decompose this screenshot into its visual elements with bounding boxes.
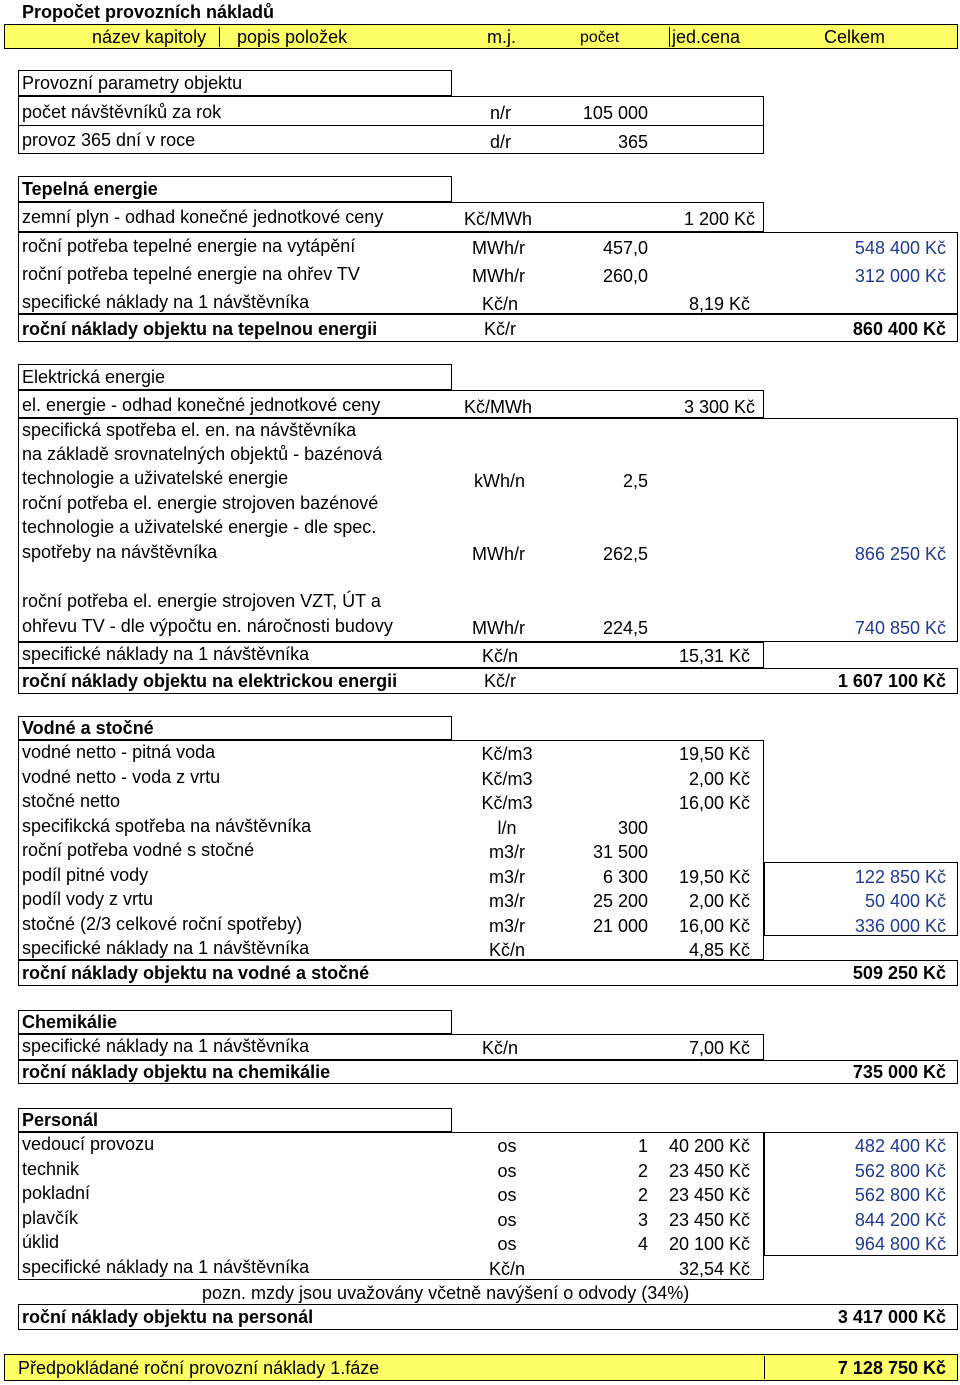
row-mj: MWh/r bbox=[472, 266, 525, 286]
section-title: Elektrická energie bbox=[22, 367, 166, 387]
row-label: zemní plyn - odhad konečné jednotkové ceny bbox=[22, 207, 384, 227]
row-pocet: 365 bbox=[617, 132, 648, 152]
row-pocet: 21 000 bbox=[592, 915, 648, 936]
row-mj: os bbox=[497, 1209, 517, 1230]
row-label-line: roční potřeba el. energie strojoven VZT, ÚT a bbox=[22, 591, 381, 611]
row-celkem: 336 000 Kč bbox=[854, 915, 946, 936]
row-label-line: spotřeby na návštěvníka bbox=[22, 542, 218, 562]
row-pocet: 262,5 bbox=[602, 544, 648, 564]
row-label: roční potřeba vodné s stočné bbox=[22, 840, 255, 860]
row-jedcena: 4,85 Kč bbox=[688, 940, 750, 960]
row-label: pokladní bbox=[22, 1183, 91, 1203]
row-mj: os bbox=[497, 1160, 517, 1181]
row-mj: Kč/m3 bbox=[481, 744, 533, 764]
row-jedcena: 40 200 Kč bbox=[668, 1136, 750, 1156]
row-jedcena: 23 450 Kč bbox=[668, 1160, 750, 1181]
row-pocet: 2,5 bbox=[622, 471, 648, 491]
row-mj: Kč/m3 bbox=[481, 768, 533, 789]
grand-total-celkem: 7 128 750 Kč bbox=[837, 1358, 946, 1378]
row-mj: Kč/r bbox=[484, 671, 517, 691]
row-label-line: technologie a uživatelské energie - dle spec. bbox=[22, 517, 377, 537]
row-jedcena: 7,00 Kč bbox=[688, 1038, 750, 1058]
row-mj: l/n bbox=[497, 817, 517, 838]
row-pocet: 3 bbox=[637, 1209, 648, 1230]
row-label: specifické náklady na 1 návštěvníka bbox=[22, 938, 310, 958]
row-jedcena: 16,00 Kč bbox=[678, 915, 750, 936]
row-jedcena: 20 100 Kč bbox=[668, 1234, 750, 1254]
row-mj: Kč/n bbox=[482, 294, 519, 314]
row-label: podíl vody z vrtu bbox=[22, 889, 154, 909]
total-celkem: 1 607 100 Kč bbox=[837, 671, 946, 691]
row-mj: Kč/n bbox=[482, 1038, 519, 1058]
row-label-line: na základě srovnatelných objektů - bazénová bbox=[22, 444, 383, 464]
header-popis: popis položek bbox=[237, 27, 348, 47]
row-jedcena: 19,50 Kč bbox=[678, 866, 750, 887]
row-label-line: roční potřeba el. energie strojoven bazénové bbox=[22, 493, 379, 513]
row-mj: Kč/MWh bbox=[464, 209, 533, 229]
row-jedcena: 16,00 Kč bbox=[678, 793, 750, 813]
total-celkem: 3 417 000 Kč bbox=[837, 1307, 946, 1327]
row-mj: m3/r bbox=[489, 891, 525, 911]
row-pocet: 105 000 bbox=[582, 103, 648, 123]
row-label-line: technologie a uživatelské energie bbox=[22, 468, 289, 488]
note: pozn. mzdy jsou uvažovány včetně navýšení o odvody (34%) bbox=[202, 1283, 690, 1303]
section-title: Chemikálie bbox=[22, 1012, 118, 1032]
total-celkem: 509 250 Kč bbox=[852, 963, 946, 983]
row-jedcena: 3 300 Kč bbox=[683, 397, 755, 417]
row-label: specifické náklady na 1 návštěvníka bbox=[22, 1036, 310, 1056]
row-label: vodné netto - pitná voda bbox=[22, 742, 216, 762]
row-celkem: 866 250 Kč bbox=[854, 544, 946, 564]
row-label: provoz 365 dní v roce bbox=[22, 130, 196, 150]
total-celkem: 735 000 Kč bbox=[852, 1062, 946, 1082]
row-celkem: 482 400 Kč bbox=[854, 1136, 946, 1156]
row-jedcena: 1 200 Kč bbox=[683, 209, 755, 229]
row-jedcena: 23 450 Kč bbox=[668, 1185, 750, 1205]
row-pocet: 260,0 bbox=[602, 266, 648, 286]
section-title: Tepelná energie bbox=[22, 179, 158, 199]
row-mj: MWh/r bbox=[472, 618, 525, 638]
row-label: vedoucí provozu bbox=[22, 1134, 155, 1154]
row-label: el. energie - odhad konečné jednotkové ceny bbox=[22, 395, 381, 415]
row-label: vodné netto - voda z vrtu bbox=[22, 766, 221, 787]
row-jedcena: 32,54 Kč bbox=[678, 1258, 750, 1279]
row-pocet: 31 500 bbox=[592, 842, 648, 862]
row-label: podíl pitné vody bbox=[22, 864, 149, 885]
row-pocet: 224,5 bbox=[602, 618, 648, 638]
row-jedcena: 19,50 Kč bbox=[678, 744, 750, 764]
row-mj: Kč/MWh bbox=[464, 397, 533, 417]
row-celkem: 964 800 Kč bbox=[854, 1234, 946, 1254]
row-label-line: ohřevu TV - dle výpočtu en. náročnosti budovy bbox=[22, 616, 393, 636]
header-pocet: počet bbox=[580, 29, 620, 46]
row-mj: Kč/n bbox=[482, 646, 519, 666]
row-mj: os bbox=[497, 1234, 517, 1254]
row-mj: Kč/m3 bbox=[481, 793, 533, 813]
row-mj: Kč/n bbox=[488, 940, 526, 960]
total-label: roční náklady objektu na tepelnou energii bbox=[22, 319, 378, 339]
row-pocet: 2 bbox=[637, 1160, 648, 1181]
row-mj: Kč/n bbox=[488, 1258, 526, 1279]
row-label: specifické náklady na 1 návštěvníka bbox=[22, 644, 310, 664]
total-label: roční náklady objektu na chemikálie bbox=[22, 1062, 331, 1082]
row-pocet: 2 bbox=[637, 1185, 648, 1205]
row-mj: os bbox=[497, 1185, 517, 1205]
section-title: Provozní parametry objektu bbox=[22, 73, 243, 93]
row-celkem: 312 000 Kč bbox=[854, 266, 946, 286]
page-title: Propočet provozních nákladů bbox=[22, 2, 275, 22]
row-label-line: specifická spotřeba el. en. na návštěvníka bbox=[22, 420, 357, 440]
section-title: Vodné a stočné bbox=[22, 718, 154, 738]
row-celkem: 844 200 Kč bbox=[854, 1209, 946, 1230]
row-celkem: 562 800 Kč bbox=[854, 1160, 946, 1181]
row-label: počet návštěvníků za rok bbox=[22, 102, 222, 122]
row-celkem: 548 400 Kč bbox=[854, 238, 946, 258]
row-mj: os bbox=[497, 1136, 517, 1156]
divider bbox=[219, 27, 220, 47]
row-celkem: 740 850 Kč bbox=[854, 618, 946, 638]
row-label: specifické náklady na 1 návštěvníka bbox=[22, 1256, 310, 1277]
row-mj: Kč/r bbox=[484, 319, 517, 339]
row-mj: kWh/n bbox=[474, 471, 526, 491]
row-celkem: 122 850 Kč bbox=[854, 866, 946, 887]
row-jedcena: 15,31 Kč bbox=[678, 646, 750, 666]
row-pocet: 457,0 bbox=[602, 238, 648, 258]
total-label: roční náklady objektu na vodné a stočné bbox=[22, 963, 370, 983]
row-label: stočné (2/3 celkové roční spotřeby) bbox=[22, 913, 303, 934]
row-jedcena: 8,19 Kč bbox=[688, 294, 750, 314]
row-label: specifické náklady na 1 návštěvníka bbox=[22, 292, 310, 312]
row-celkem: 50 400 Kč bbox=[864, 891, 946, 911]
divider bbox=[669, 27, 670, 47]
row-pocet: 1 bbox=[637, 1136, 648, 1156]
row-label: plavčík bbox=[22, 1207, 79, 1228]
row-pocet: 300 bbox=[617, 817, 648, 838]
row-mj: m3/r bbox=[489, 842, 525, 862]
row-celkem: 562 800 Kč bbox=[854, 1185, 946, 1205]
divider bbox=[764, 1356, 765, 1379]
row-label: technik bbox=[22, 1158, 80, 1179]
row-label: specifikcká spotřeba na návštěvníka bbox=[22, 815, 312, 836]
row-label: roční potřeba tepelné energie na ohřev TV bbox=[22, 264, 360, 284]
row-mj: d/r bbox=[490, 132, 512, 152]
row-mj: MWh/r bbox=[472, 544, 525, 564]
row-pocet: 25 200 bbox=[592, 891, 648, 911]
row-mj: m3/r bbox=[489, 866, 525, 887]
grand-total-label: Předpokládané roční provozní náklady 1.fáze bbox=[18, 1358, 380, 1378]
total-celkem: 860 400 Kč bbox=[852, 319, 946, 339]
row-mj: n/r bbox=[490, 103, 512, 123]
row-jedcena: 2,00 Kč bbox=[688, 891, 750, 911]
row-jedcena: 2,00 Kč bbox=[688, 768, 750, 789]
row-label: stočné netto bbox=[22, 791, 121, 811]
total-label: roční náklady objektu na personál bbox=[22, 1307, 314, 1327]
header-nazev: název kapitoly bbox=[92, 27, 207, 47]
row-jedcena: 23 450 Kč bbox=[668, 1209, 750, 1230]
row-mj: m3/r bbox=[489, 915, 525, 936]
header-jedcena: jed.cena bbox=[672, 27, 741, 47]
header-mj: m.j. bbox=[487, 27, 516, 47]
header-celkem: Celkem bbox=[824, 27, 886, 47]
row-label: úklid bbox=[22, 1232, 60, 1252]
row-pocet: 4 bbox=[637, 1234, 648, 1254]
row-mj: MWh/r bbox=[472, 238, 525, 258]
total-label: roční náklady objektu na elektrickou energii bbox=[22, 671, 398, 691]
section-title: Personál bbox=[22, 1110, 99, 1130]
row-label: roční potřeba tepelné energie na vytápění bbox=[22, 236, 356, 256]
row-pocet: 6 300 bbox=[602, 866, 648, 887]
row-divider bbox=[18, 125, 764, 126]
